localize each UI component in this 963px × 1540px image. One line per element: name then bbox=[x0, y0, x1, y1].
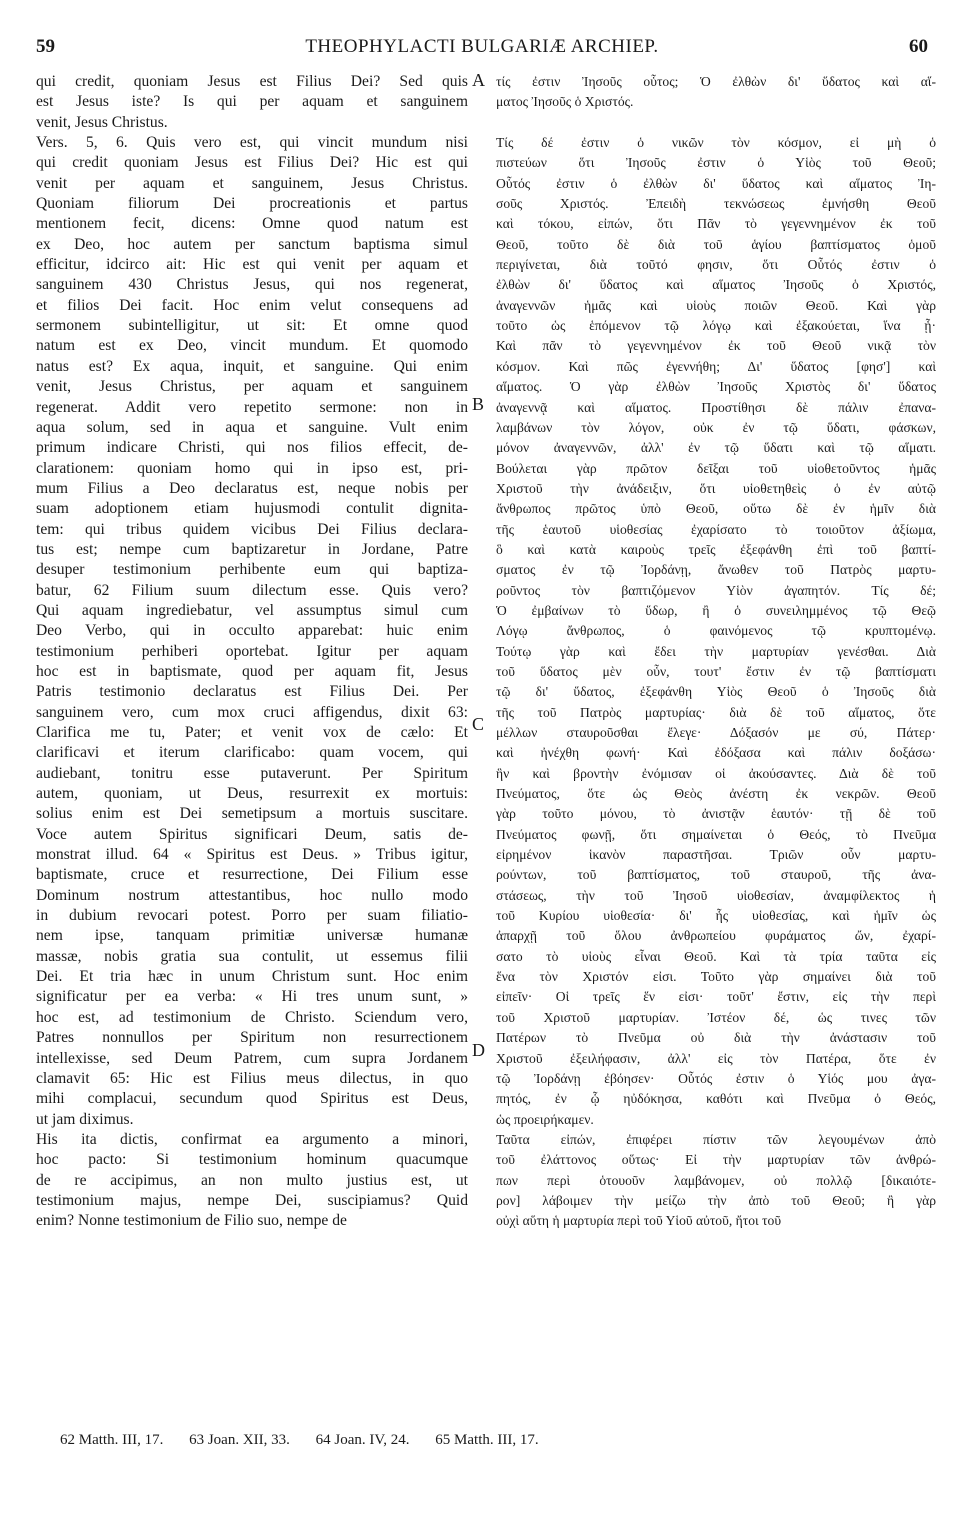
greek-text-line: Οὗτός ἐστιν ὁ ἐλθὼν δι' ὕδατος καὶ αἵματος Ἰη- bbox=[496, 175, 936, 191]
latin-text-line: significatur per ea verba: « Hi tres unum sunt, » bbox=[36, 988, 468, 1006]
greek-text-line: στάσεως, τὴν τοῦ Ἰησοῦ υἱοθεσίαν, ἀναμφίλεκτος ἡ bbox=[496, 887, 936, 903]
greek-text-line: Τίς δέ ἐστιν ὁ νικῶν τὸν κόσμον, εἰ μὴ ὁ bbox=[496, 135, 936, 151]
latin-text-line: Deo Verbo, qui in occulto apparebat: huic enim bbox=[36, 622, 468, 640]
latin-text-line: batur, 62 Filium suum dilectum esse. Quis vero? bbox=[36, 581, 468, 599]
greek-text-line: τοῦ ὕδατος μὲν οὖν, τουτ' ἔστιν ἐν τῷ βαπτίσματι bbox=[496, 663, 936, 679]
latin-text-line: solius enim est Dei semetipsum a mortuis suscitare. bbox=[36, 805, 468, 823]
greek-text-line: ἀναγεννᾷ καὶ αἵματος. Προστίθησι δὲ πάλιν ἐπανα- bbox=[496, 399, 936, 415]
latin-text-line: autem, quoniam, ut Deus, resurrexit ex mortuis: bbox=[36, 785, 468, 803]
footnote-62: 62 Matth. III, 17. bbox=[60, 1432, 164, 1448]
greek-text-line: περιγίνεται, διὰ τοῦτό φησιν, ὅτι Οὗτός ἐστιν ὁ bbox=[496, 257, 936, 273]
greek-text-line: ἀπαρχῇ τοῦ ὅλου ἀνθρωπείου φυράματος ὤν, ἐχαρί- bbox=[496, 928, 936, 944]
latin-text-line: venit, Jesus Christus, per aquam et sanguinem bbox=[36, 378, 468, 396]
greek-text-line: σοῦς Χριστός. Ἐπειδὴ τεκνώσεως ἐμνήσθη Θεοῦ bbox=[496, 196, 936, 212]
latin-text-line: sanguinem vero, cum mox cruci affigendus, dixit 63: bbox=[36, 703, 468, 721]
latin-text-line: testimonium majus, nempe Dei, suscipiamus? Quid bbox=[36, 1191, 468, 1209]
greek-text-line: καὶ ἠνέχθη φωνή· Καὶ ἐδόξασα καὶ πάλιν δοξάσω· bbox=[496, 745, 936, 761]
latin-text-line: intellexisse, sed Deum Patrem, cum supra Jordanem bbox=[36, 1049, 468, 1067]
page-header bbox=[36, 36, 928, 60]
greek-text-line: ὡς προειρήκαμεν. bbox=[496, 1111, 594, 1127]
footnote-64: 64 Joan. IV, 24. bbox=[315, 1432, 410, 1448]
greek-text-line: ρούντων, τοῦ βαπτίσματος, τοῦ σταυροῦ, τῆς ἀνα- bbox=[496, 867, 936, 883]
greek-text-line: ἐλθὼν δι' ὕδατος καὶ αἵματος Ἰησοῦς ὁ Χριστός, bbox=[496, 277, 936, 293]
greek-text-line: τῆς ἑαυτοῦ υἱοθεσίας ἐχαρίσατο τὸ τοιοῦτον ἀξίωμα, bbox=[496, 521, 936, 537]
latin-text-line: in dubium revocari potest. Porro per suam filiatio- bbox=[36, 907, 468, 925]
latin-text-line: mum Filius a Deo declaratus est, neque nobis per bbox=[36, 479, 468, 497]
greek-text-line: οὐχὶ αὕτη ἡ μαρτυρία περὶ τοῦ Υἱοῦ αὐτοῦ, ἤτοι τοῦ bbox=[496, 1213, 782, 1229]
latin-text-line: massæ, nobis gratia sua contulit, ut essemus filii bbox=[36, 947, 468, 965]
footnote-63: 63 Joan. XII, 33. bbox=[189, 1432, 290, 1448]
latin-text-line: Voce autem Spiritus significari Deum, satis de- bbox=[36, 825, 468, 843]
latin-text-line: Qui aquam ingrediebatur, vel assumptus simul cum bbox=[36, 601, 468, 619]
greek-text-line: μέλλων σταυροῦσθαι ἔλεγε· Δόξασόν με σύ, Πάτερ· bbox=[496, 725, 936, 740]
latin-text-line: Dei. Et tria hæc in unum Christum sunt. Hoc enim bbox=[36, 968, 468, 986]
latin-text-line: Patris testimonio declaratus est Filius Dei. Per bbox=[36, 683, 468, 701]
latin-text-line: Dominum nostrum attestantibus, hoc nullo modo bbox=[36, 886, 468, 904]
latin-text-line: audiebant, tonitru esse putaverunt. Per Spiritum bbox=[36, 764, 468, 782]
greek-text-line: τῷ Ἰορδάνῃ ἐβόησεν· Οὗτός ἐστιν ὁ Υἱός μου ἀγα- bbox=[496, 1070, 936, 1086]
latin-text-line: venit, Jesus Christus. bbox=[36, 113, 168, 131]
greek-column bbox=[496, 72, 936, 1232]
latin-text-line: Clarifica me tu, Pater; et venit vox de cælo: Et bbox=[36, 724, 468, 741]
greek-text-line: σατο τὸ υἱοὺς εἶναι Θεοῦ. Καὶ τὰ τρία ταῦτα εἰς bbox=[496, 948, 936, 964]
greek-text-line: Καὶ πᾶν τὸ γεγεννημένον ἐκ τοῦ Θεοῦ νικᾷ τὸν bbox=[496, 338, 936, 354]
latin-text-line: sermonem subintelligitur, ut sit: Et omne quod bbox=[36, 317, 468, 335]
latin-text-line: Quoniam filiorum Dei procreationis et partus bbox=[36, 195, 468, 213]
greek-text-line: Λόγῳ ἄνθρωπος, ὁ φαινόμενος τῷ κρυπτομένῳ. bbox=[496, 623, 936, 639]
latin-text-line: tus est; nempe cum baptizaretur in Jordane, Patre bbox=[36, 540, 468, 558]
latin-text-line: tem: qui tribus quidem vicibus Dei Filius declara- bbox=[36, 520, 468, 538]
greek-text-line: λαμβάνων τὸν λόγον, οὐκ ἐν τῷ ὕδατι, φάσκων, bbox=[496, 419, 936, 435]
greek-text-line: ὃ καὶ κατὰ καιροὺς τρεῖς ἐξεφάνθη ἐπὶ τοῦ βαπτί- bbox=[496, 541, 936, 557]
latin-text-line: Patres nonnullos per Spiritum non resurrectionem bbox=[36, 1029, 468, 1047]
latin-text-line: et filios Dei facit. Hoc enim velut consequens ad bbox=[36, 296, 468, 314]
latin-text-line: His ita dictis, confirmat ea argumento a minori, bbox=[36, 1130, 468, 1148]
section-marker-d: D bbox=[472, 1040, 485, 1060]
latin-text-line: natus est? Ex aqua, inquit, et sanguine. Qui enim bbox=[36, 357, 468, 375]
latin-text-line: clarationem: quoniam homo qui in ipso est, pri- bbox=[36, 459, 468, 477]
latin-column bbox=[36, 72, 468, 1232]
right-page-number: 60 bbox=[909, 36, 928, 57]
greek-text-line: ρον] λάβοιμεν τὴν μείζω τὴν ἀπὸ τοῦ Θεοῦ; ἢ γὰρ bbox=[496, 1192, 936, 1208]
running-title: THEOPHYLACTI BULGARIÆ ARCHIEP. bbox=[305, 36, 659, 57]
latin-text-line: mentionem fecit, dicens: Omne quod natum est bbox=[36, 215, 468, 233]
greek-text-line: ροῦντος τὸν βαπτιζόμενον Υἱὸν ἀγαπητόν. Τίς δέ; bbox=[496, 582, 936, 598]
greek-text-line: τοῦ Χριστοῦ μαρτυρίαν. Ἰστέον δέ, ὡς τινες τῶν bbox=[496, 1009, 936, 1025]
latin-text-line: regenerat. Addit vero repetito sermone: non in bbox=[36, 398, 468, 416]
greek-text-line: Χριστοῦ τὴν ἀνάδειξιν, ὅτι υἱοθετηθεὶς ὁ ἐν αὐτῷ bbox=[496, 480, 936, 496]
latin-text-line: hoc est, ad testimonium de Christo. Sciendum vero, bbox=[36, 1008, 468, 1026]
greek-text-line: ἕνα τὸν Χριστόν εἰσι. Τοῦτο γὰρ σημαίνει διὰ τοῦ bbox=[496, 969, 936, 985]
latin-text-line: ut jam diximus. bbox=[36, 1110, 134, 1128]
greek-text-line: Βούλεται γὰρ πρῶτον δεῖξαι τοῦ υἱοθετοῦντος ἡμᾶς bbox=[496, 460, 936, 476]
greek-text-line: γὰρ τοῦτο μόνου, τὸ ἀνιστᾷν ἑαυτόν· τῇ δὲ τοῦ bbox=[496, 806, 936, 822]
left-page-number: 59 bbox=[36, 36, 55, 57]
latin-text-line: Vers. 5, 6. Quis vero est, qui vincit mundum nisi bbox=[36, 134, 468, 152]
latin-text-line: est Jesus iste? Is qui per aquam et sanguinem bbox=[36, 93, 468, 111]
greek-text-line: σματος ἐν τῷ Ἰορδάνῃ, ἄνωθεν τοῦ Πατρὸς μαρτυ- bbox=[496, 562, 936, 578]
latin-text-line: hoc est in baptismate, quod per aquam fit, Jesus bbox=[36, 662, 468, 680]
greek-text-line bbox=[496, 113, 936, 133]
greek-text-line: Πνεύματος, ὅτε ὡς Θεὸς ἀνέστη ἐκ νεκρῶν. Θεοῦ bbox=[496, 786, 936, 802]
latin-text-line: de re accipimus, an non multo justius est, ut bbox=[36, 1171, 468, 1189]
footnotes bbox=[60, 1432, 561, 1449]
greek-text-line: τίς ἐστιν Ἰησοῦς οὗτος; Ὁ ἐλθὼν δι' ὕδατος καὶ αἵ- bbox=[496, 74, 936, 89]
greek-text-line: τοῦτο ὡς ἑπόμενον τῷ λόγῳ καὶ ἐξακούεται, ἵνα ᾖ· bbox=[496, 318, 936, 334]
latin-text-line: mihi complacui, secundum quod Spiritus est Deus, bbox=[36, 1090, 468, 1108]
latin-text-line: efficitur, idcirco ait: Hic est qui venit per aquam et bbox=[36, 256, 468, 274]
latin-text-line: enim? Nonne testimonium de Filio suo, nempe de bbox=[36, 1212, 347, 1230]
greek-text-line: Ὁ ἐμβαίνων τὸ ὕδωρ, ἢ ὁ συνειλημμένος τῷ Θεῷ bbox=[496, 602, 936, 618]
latin-text-line: desuper testimonium perhibente eum qui baptiza- bbox=[36, 561, 468, 579]
greek-text-line: αἵματος. Ὁ γὰρ ἐλθὼν Ἰησοῦς Χριστὸς δι' ὕδατος bbox=[496, 379, 936, 395]
section-marker-b: B bbox=[472, 394, 485, 414]
greek-text-line: ἄνθρωπος πρῶτος ὑπὸ Θεοῦ, οὕτω δὲ ἐν ἡμῖν διὰ bbox=[496, 501, 936, 517]
greek-text-line: πων περὶ ὁτουοῦν λαμβάνομεν, οὐ πολλῷ [δικαιότε- bbox=[496, 1172, 936, 1188]
latin-text-line: sanguinem 430 Christus Jesus, qui nos regenerat, bbox=[36, 276, 468, 294]
greek-text-line: εἰπεῖν· Οἱ τρεῖς ἕν εἰσι· τοῦτ' ἔστιν, εἰς τὴν περὶ bbox=[496, 989, 936, 1005]
latin-text-line: nem ipse, tanquam primitiæ universæ humanæ bbox=[36, 927, 468, 945]
latin-text-line: qui credit, quoniam Jesus est Filius Dei? Sed quis bbox=[36, 73, 468, 90]
greek-text-line: ἀναγεννῶν ἡμᾶς καὶ υἱοὺς ποιῶν Θεοῦ. Καὶ γὰρ bbox=[496, 297, 936, 313]
latin-text-line: baptismate, cruce et resurrectione, Dei Filium esse bbox=[36, 866, 468, 884]
greek-text-line: πητός, ἐν ᾧ ηὐδόκησα, καθότι καὶ Πνεῦμα ὁ Θεός, bbox=[496, 1091, 936, 1107]
greek-text-line: τῆς τοῦ Πατρὸς μαρτυρίας· διὰ δὲ τοῦ αἵματος, ὅτε bbox=[496, 704, 936, 720]
greek-text-line: Πατέρων τὸ Πνεῦμα οὐ διὰ τὴν ἀνάστασιν τοῦ bbox=[496, 1030, 936, 1046]
section-marker-c: C bbox=[472, 714, 485, 734]
greek-text-line: εἰρημένον ἱκανὸν παραστῆσαι. Τριῶν οὖν μαρτυ- bbox=[496, 847, 936, 863]
latin-text-line: testimonium perhiberi oportebat. Igitur per aquam bbox=[36, 642, 468, 660]
greek-text-line: ματος Ἰησοῦς ὁ Χριστός. bbox=[496, 94, 634, 110]
latin-text-line: natum est ex Deo, vincit mundum. Et quomodo bbox=[36, 337, 468, 355]
greek-text-line: Τούτῳ γὰρ καὶ ἔδει τὴν μαρτυρίαν γενέσθαι. Διὰ bbox=[496, 643, 936, 659]
greek-text-line: ἣν καὶ βροντὴν ἐνόμισαν οἱ ἀκούσαντες. Διὰ δὲ τοῦ bbox=[496, 765, 936, 781]
footnote-65: 65 Matth. III, 17. bbox=[435, 1432, 539, 1448]
latin-text-line: monstrat illud. 64 « Spiritus est Deus. » Tribus igitur, bbox=[36, 846, 468, 864]
greek-text-line: τοῦ ἐλάττονος οὕτως· Εἰ τὴν μαρτυρίαν τῶν ἀνθρώ- bbox=[496, 1152, 936, 1168]
greek-text-line: Χριστοῦ ἐξειλήφασιν, ἀλλ' εἰς τὸν Πατέρα, ὅτε ἐν bbox=[496, 1050, 936, 1066]
latin-text-line: clamavit 65: Hic est Filius meus dilectus, in quo bbox=[36, 1069, 468, 1087]
latin-text-line: aqua solum, sed in aqua et sanguine. Vult enim bbox=[36, 418, 468, 436]
latin-text-line: primum indicare Christi, qui nos filios effecit, de- bbox=[36, 439, 468, 457]
latin-text-line: ex Deo, hoc autem per sanctum baptisma simul bbox=[36, 235, 468, 253]
greek-text-line: καὶ τόκου, εἰπών, ὅτι Πᾶν τὸ γεγεννημένον ἐκ τοῦ bbox=[496, 216, 936, 232]
latin-text-line: qui credit quoniam Jesus est Filius Dei? Hic est qui bbox=[36, 154, 468, 172]
latin-text-line: venit per aquam et sanguinem, Jesus Christus. bbox=[36, 174, 468, 192]
latin-text-line: hoc pacto: Si testimonium hominum quacumque bbox=[36, 1151, 468, 1169]
latin-text-line: clarificavi et iterum clarificabo: quam vocem, qui bbox=[36, 744, 468, 762]
greek-text-line: Ταῦτα εἰπών, ἐπιφέρει πίστιν τῶν λεγουμένων ἀπὸ bbox=[496, 1131, 936, 1147]
greek-text-line: Πνεύματος φωνῇ, ὅτι σημαίνεται ὁ Θεός, τὸ Πνεῦμα bbox=[496, 826, 936, 842]
greek-text-line: Θεοῦ, τοῦτο δὲ διὰ τοῦ ἁγίου βαπτίσματος ὁμοῦ bbox=[496, 236, 936, 252]
greek-text-line: κόσμον. Καὶ πῶς ἐγεννήθη; Δι' ὕδατος [φησ'] καὶ bbox=[496, 358, 936, 374]
section-marker-a: A bbox=[472, 70, 485, 90]
greek-text-line: πιστεύων ὅτι Ἰησοῦς ἐστιν ὁ Υἱὸς τοῦ Θεοῦ; bbox=[496, 155, 936, 171]
greek-text-line: τῷ δι' ὕδατος, ἐξεφάνθη Υἱὸς Θεοῦ ὁ Ἰησοῦς διὰ bbox=[496, 684, 936, 700]
greek-text-line: μόνον ἀναγεννῶν, ἀλλ' ἐν τῷ ὕδατι καὶ τῷ αἵματι. bbox=[496, 440, 936, 456]
greek-text-line: τοῦ Κυρίου υἱοθεσία· δι' ἧς υἱοθεσίας, καὶ ἡμῖν ὡς bbox=[496, 908, 936, 924]
latin-text-line: suam adoptionem etiam hujusmodi contulit dignita- bbox=[36, 500, 468, 518]
